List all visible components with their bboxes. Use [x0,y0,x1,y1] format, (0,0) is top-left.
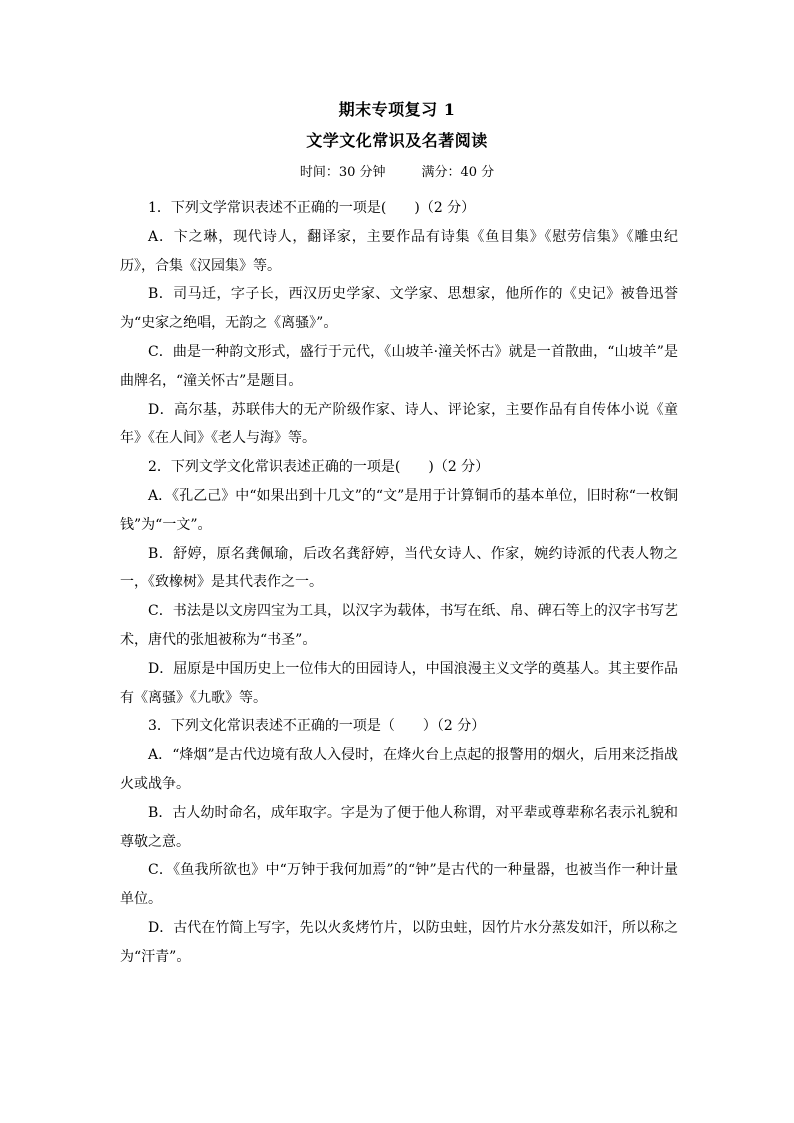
document-title: 期末专项复习 1 [338,100,456,119]
question-option-a: A．卞之琳，现代诗人，翻译家，主要作品有诗集《鱼目集》《慰劳信集》《雕虫纪历》，合集《汉园集》等。 [120,228,678,274]
question-stem: 1．下列文学常识表述不正确的一项是( )（2 分） [148,200,476,216]
question-option-c: C．《鱼我所欲也》中“万钟于我何加焉”的“钟”是古代的一种量器，也被当作一种计量单位。 [120,862,678,908]
question-option-b: B．舒婷，原名龚佩瑜，后改名龚舒婷，当代女诗人、作家，婉约诗派的代表人物之一，《致橡树》是其代表作之一。 [120,545,678,591]
question-option-b: B．古人幼时命名，成年取字。字是为了便于他人称谓，对平辈或尊辈称名表示礼貌和尊敬之意。 [120,804,678,850]
question-2 [120,453,678,712]
question-3 [120,712,678,971]
question-option-d: D．屈原是中国历史上一位伟大的田园诗人，中国浪漫主义文学的奠基人。其主要作品有《离骚》《九歌》等。 [120,660,678,706]
question-option-c: C．书法是以文房四宝为工具，以汉字为载体，书写在纸、帛、碑石等上的汉字书写艺术，唐代的张旭被称为“书圣”。 [120,603,678,648]
question-stem: 3．下列文化常识表述不正确的一项是（ ）（2 分） [148,718,486,735]
question-1 [120,194,678,453]
exam-meta [0,163,794,183]
question-option-c: C．曲是一种韵文形式，盛行于元代，《山坡羊·潼关怀古》就是一首散曲，“山坡羊”是曲牌名，“潼关怀古”是题目。 [120,343,678,389]
question-option-a: A．《孔乙己》中“如果出到十几文”的“文”是用于计算铜币的基本单位，旧时称“一枚铜钱”为“一文”。 [120,487,678,533]
question-option-a: A．“烽烟”是古代边境有敌人入侵时，在烽火台上点起的报警用的烟火，后用来泛指战火或战争。 [120,747,678,792]
time-limit: 时间：30 分钟 [299,165,386,180]
question-option-d: D．高尔基，苏联伟大的无产阶级作家、诗人、评论家，主要作品有自传体小说《童年》《在人间》《老人与海》等。 [120,401,678,447]
question-stem: 2．下列文学文化常识表述正确的一项是( )（2 分） [148,459,490,476]
full-score: 满分：40 分 [421,165,495,180]
question-list [120,194,678,972]
document-subtitle: 文学文化常识及名著阅读 [306,131,488,150]
question-option-b: B．司马迁，字子长，西汉历史学家、文学家、思想家，他所作的《史记》被鲁迅誉为“史家之绝唱，无韵之《离骚》”。 [120,286,678,332]
question-option-d: D．古代在竹简上写字，先以火炙烤竹片，以防虫蛀，因竹片水分蒸发如汗，所以称之为“汗青”。 [120,919,678,965]
